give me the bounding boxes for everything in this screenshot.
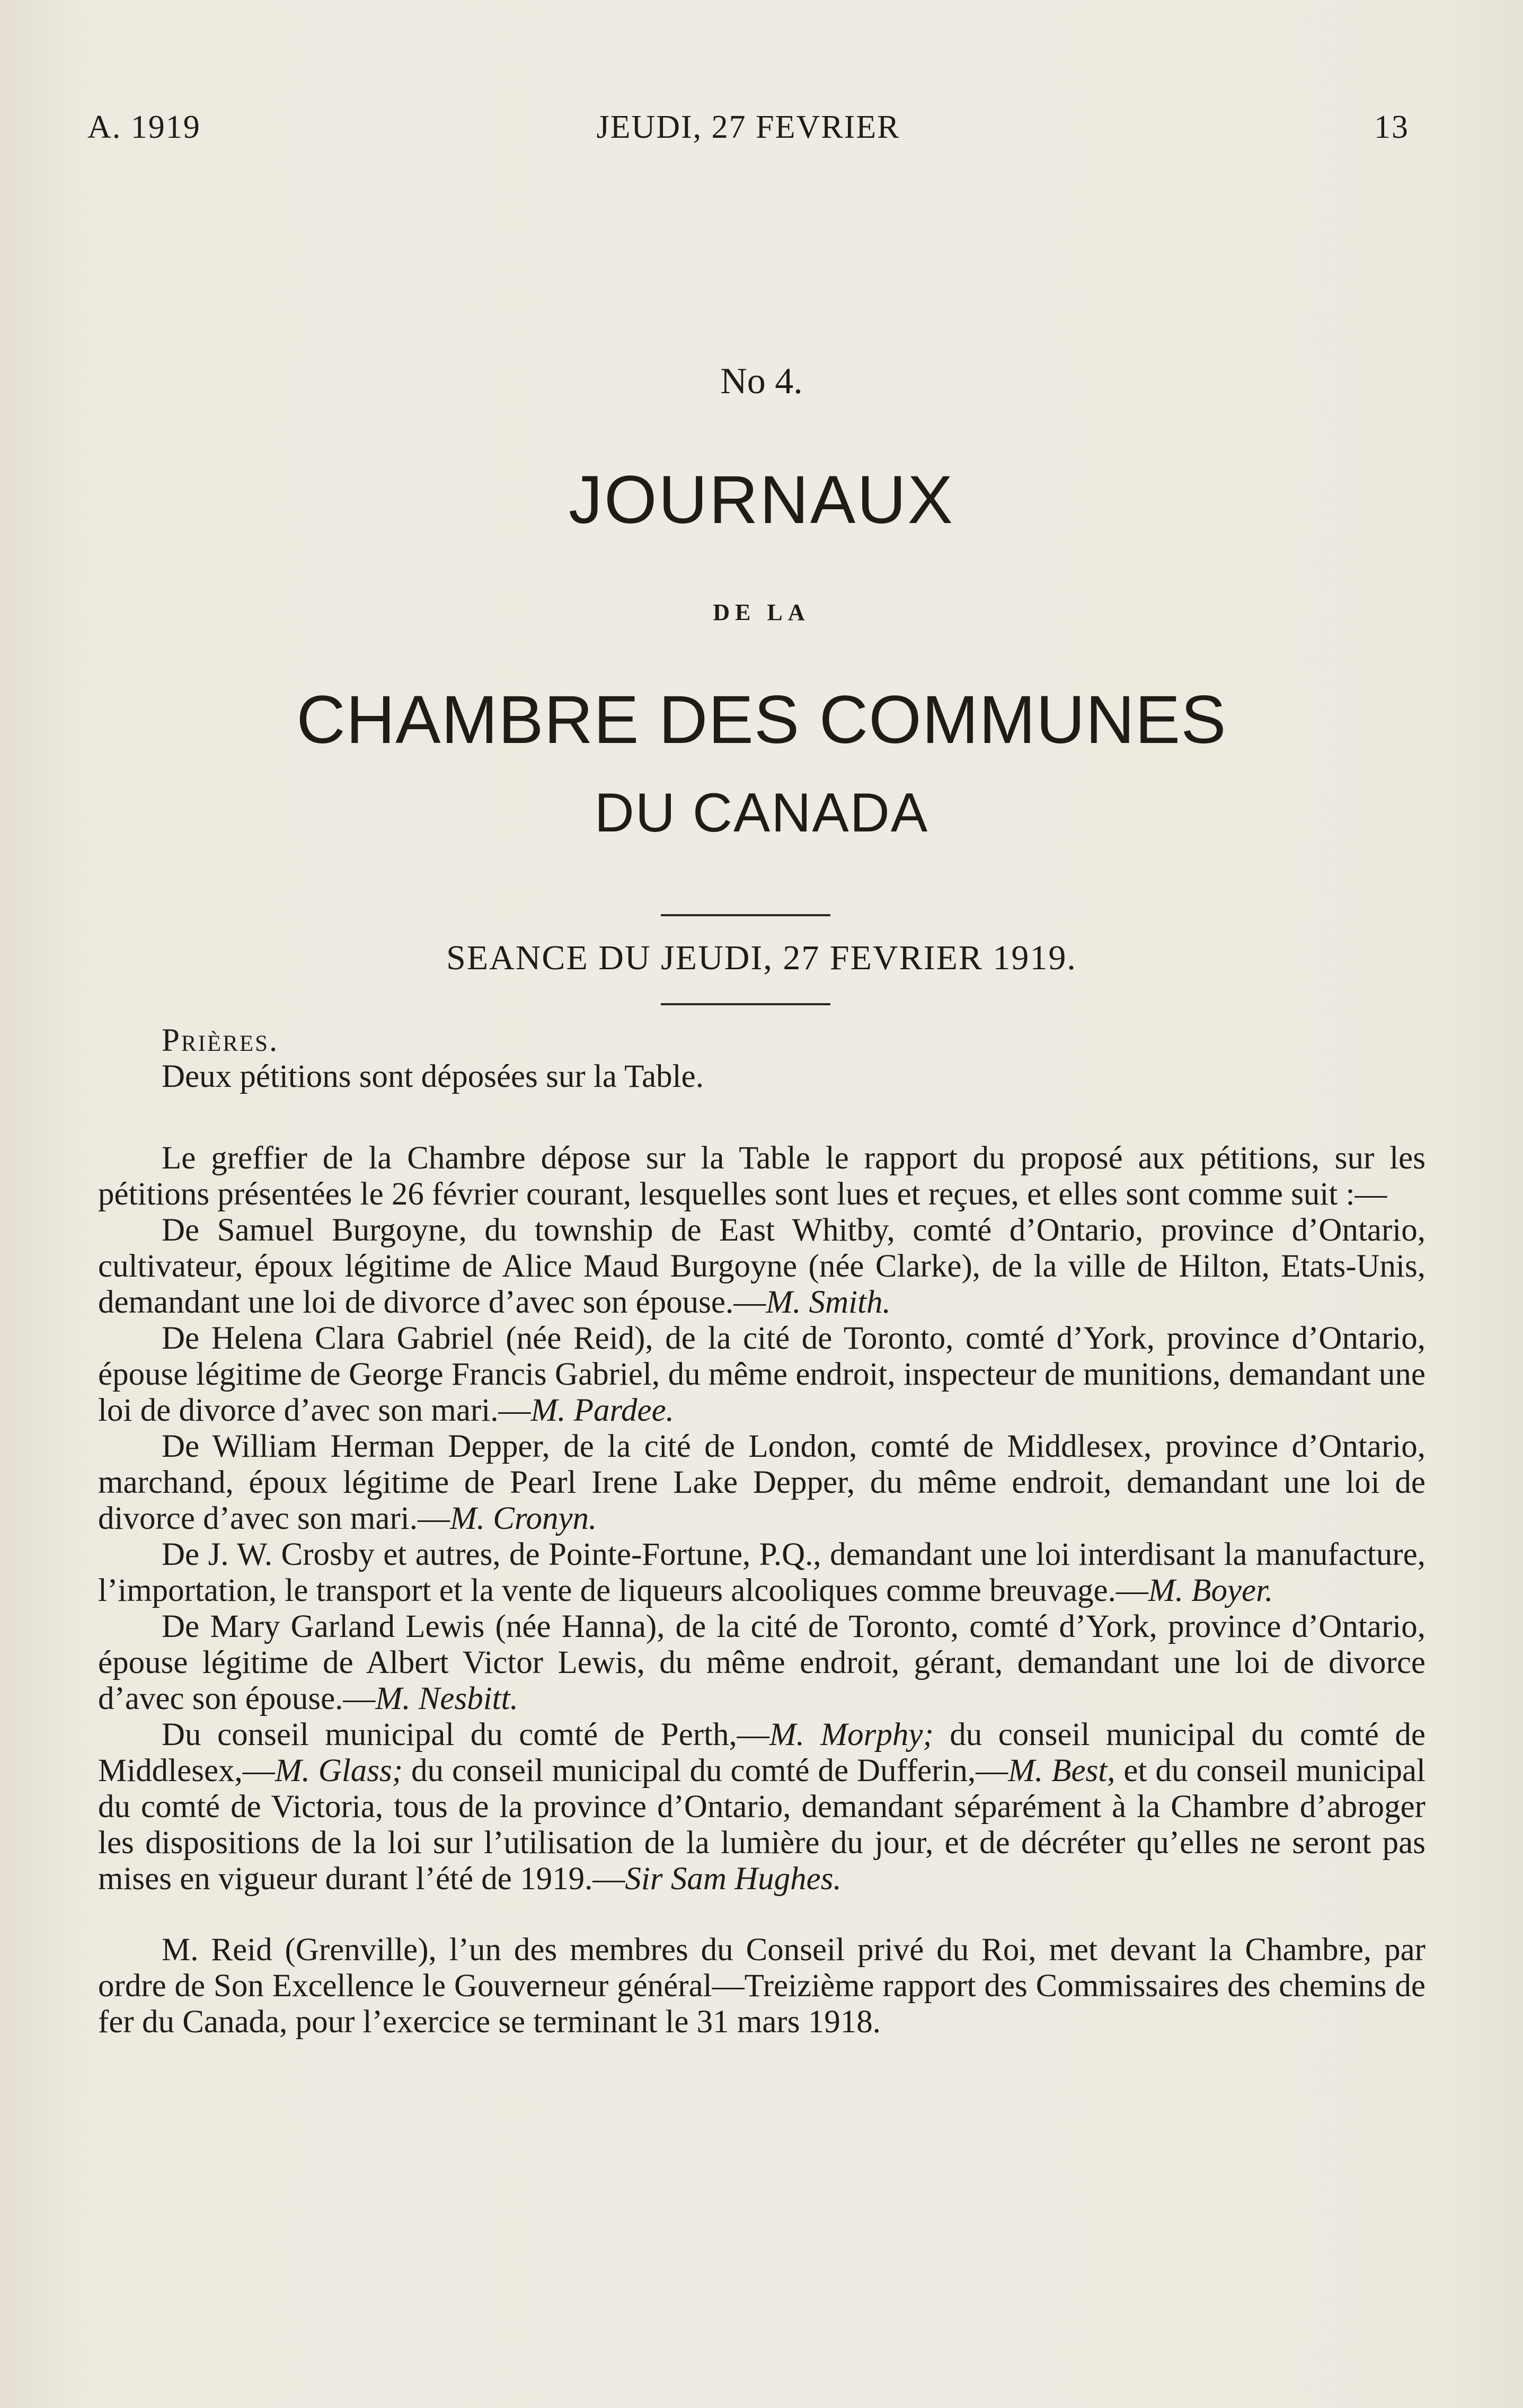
petition-sponsor: Sir Sam Hughes. — [625, 1861, 842, 1897]
petitions-deposited: Deux pétitions sont déposées sur la Table. — [162, 1059, 704, 1094]
petition-sponsor: M. Pardee. — [530, 1393, 674, 1428]
sitting-heading: SEANCE DU JEUDI, 27 FEVRIER 1919. — [446, 939, 1077, 977]
petition-text: du conseil municipal du comté de Middlesex,— — [98, 1717, 1425, 1789]
petition-sponsor: M. Glass; — [275, 1753, 403, 1789]
issue-number: No 4. — [720, 361, 803, 402]
petition-text: et du conseil municipal du comté de Victoria, tous de la province d’Ontario, demandant séparément à la Chambre d’abroger les dispositions de la loi sur l’utilisation de la lumière du jour, et de décréter qu’elles ne seront pas mises en vigueur durant l’été de 1919.— — [98, 1753, 1425, 1897]
petition-sponsor: M. Boyer. — [1148, 1573, 1273, 1608]
proceedings-body — [98, 1023, 1425, 2040]
petition-lewis — [98, 1609, 1425, 1717]
divider-bottom — [661, 1003, 830, 1005]
petition-text: Du conseil municipal du comté de Perth,— — [162, 1717, 769, 1752]
petition-burgoyne — [98, 1212, 1425, 1321]
petition-sponsor: M. Smith. — [766, 1285, 891, 1320]
petition-sponsor: M. Morphy; — [769, 1717, 934, 1752]
petition-municipal-councils — [98, 1717, 1425, 1897]
petition-gabriel — [98, 1321, 1425, 1429]
running-header — [87, 109, 1409, 151]
divider-top — [661, 914, 830, 916]
page-number: 13 — [1374, 109, 1409, 145]
petition-text: De J. W. Crosby et autres, de Pointe-Fortune, P.Q., demandant une loi interdisant la manufacture, l’importation, le transport et la vente de liqueurs alcooliques comme breuvage.— — [98, 1537, 1425, 1608]
petition-text: De Mary Garland Lewis (née Hanna), de la cité de Toronto, comté d’York, province d’Ontario, épouse légitime de Albert Victor Lewis, du même endroit, gérant, demandant une loi de divorce d’avec son épouse.— — [98, 1609, 1425, 1716]
header-year: A. 1919 — [87, 109, 201, 145]
petition-text: De William Herman Depper, de la cité de London, comté de Middlesex, province d’Ontario, marchand, époux légitime de Pearl Irene Lake Depper, du même endroit, demandant une loi de divorce d’avec son mari.— — [98, 1429, 1425, 1536]
prayers-heading: Prières. — [162, 1023, 279, 1058]
header-date: JEUDI, 27 FEVRIER — [596, 109, 900, 145]
petition-crosby — [98, 1537, 1425, 1609]
petition-text: De Helena Clara Gabriel (née Reid), de la cité de Toronto, comté d’York, province d’Ontario, épouse légitime de George Francis Gabriel, du même endroit, inspecteur de munitions, demandant une loi de divorce d’avec son mari.— — [98, 1321, 1425, 1428]
petition-sponsor: M. Nesbitt. — [375, 1681, 518, 1716]
title-connector: DE LA — [713, 599, 810, 625]
petition-depper — [98, 1429, 1425, 1537]
railway-commissioners-report: M. Reid (Grenville), l’un des membres du Conseil privé du Roi, met devant la Chambre, par ordre de Son Excellence le Gouverneur général—Treizième rapport des Commissaires des chemins de fer du Canada, pour l’exercice se terminant le 31 mars 1918. — [98, 1932, 1425, 2040]
petition-sponsor: M. Cronyn. — [449, 1501, 597, 1536]
petition-sponsor: M. Best, — [1008, 1753, 1115, 1789]
house-name: CHAMBRE DES COMMUNES — [296, 682, 1227, 758]
petition-text: De Samuel Burgoyne, du township de East Whitby, comté d’Ontario, province d’Ontario, cultivateur, époux légitime de Alice Maud Burgoyne (née Clarke), de la ville de Hilton, Etats-Unis, demandant une loi de divorce d’avec son épouse.— — [98, 1212, 1425, 1320]
journal-title: JOURNAUX — [568, 462, 955, 538]
clerk-report-paragraph: Le greffier de la Chambre dépose sur la Table le rapport du proposé aux pétitions, sur les pétitions présentées le 26 février courant, lesquelles sont lues et reçues, et elles sont comme suit :— — [98, 1140, 1425, 1212]
petition-text: du conseil municipal du comté de Dufferin,— — [403, 1753, 1008, 1789]
country-name: DU CANADA — [594, 782, 929, 844]
